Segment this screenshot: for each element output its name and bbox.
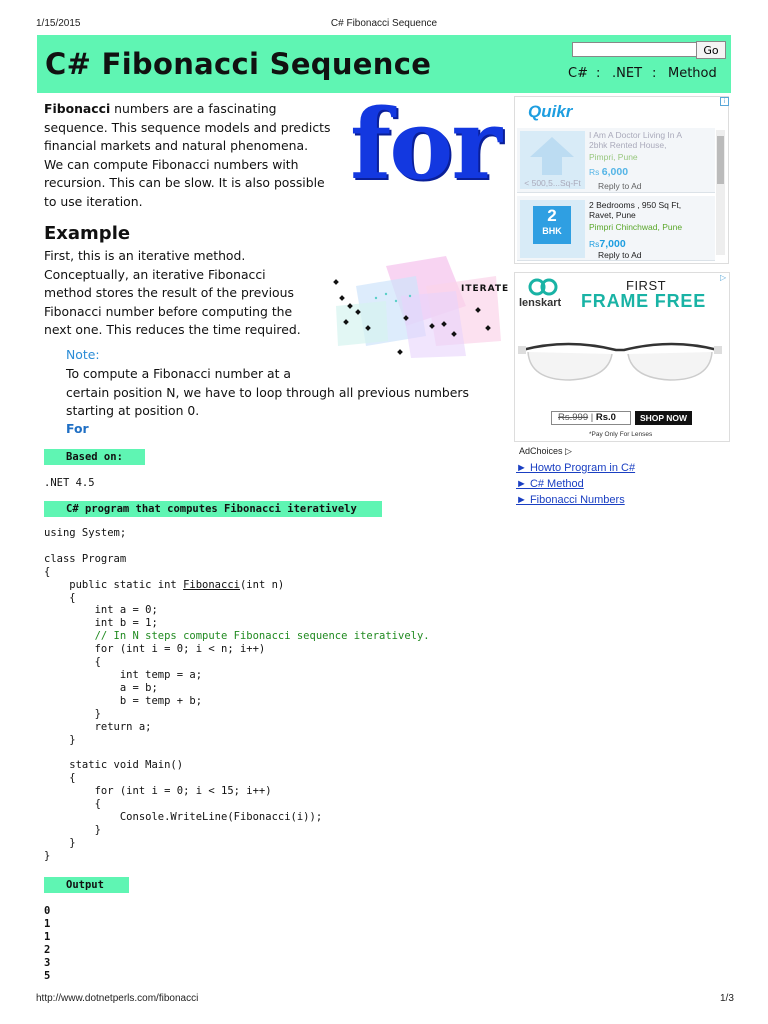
sidebar-link-fibonacci[interactable]: ► Fibonacci Numbers [516,494,625,506]
print-page-number: 1/3 [720,993,734,1004]
code-line: public static int [44,578,184,591]
note-line: certain position N, we have to loop through all previous numbers [66,384,469,400]
ad-headline: FIRST [626,278,667,293]
listing-line: 2 Bedrooms , 950 Sq Ft, [589,200,682,210]
nav-separator: : [596,66,601,81]
code-line: } [44,733,76,746]
print-date: 1/15/2015 [36,18,81,29]
bhk-badge [533,206,571,244]
output-line: 5 [44,969,51,982]
eyeglasses-icon [518,332,722,388]
bhk-number: 2 [547,206,557,225]
price-box: Rs.999 | Rs.0 [551,411,631,425]
note-label: Note: [66,347,100,362]
print-title: C# Fibonacci Sequence [330,18,438,29]
intro-line: financial markets and natural phenomena. [44,138,309,154]
ad-headline: FRAME FREE [581,291,706,311]
code-line: int a = 0; [44,604,158,617]
adchoices-icon: ▷ [565,446,572,456]
shop-now-button[interactable]: SHOP NOW [635,411,692,425]
note-line: To compute a Fibonacci number at a [66,366,291,381]
intro-line: We can compute Fibonacci numbers with [44,156,299,172]
lenskart-logo-icon [526,277,560,297]
output-line: 3 [44,956,51,969]
lenskart-brand: lenskart [519,297,562,309]
example-line: method stores the result of the previous [44,285,294,301]
code-line: } [44,836,76,849]
listing-location: Pimpri, Pune [589,152,638,162]
intro-line: recursion. This can be slow. It is also possible [44,175,325,191]
code-comment: // In N steps compute Fibonacci sequence iteratively. [44,630,430,643]
iterate-illustration [326,246,512,366]
listing-line: 2bhk Rented House, [589,140,667,150]
code-line: a = b; [44,681,158,694]
intro-line: to use iteration. [44,193,143,209]
fine-print: *Pay Only For Lenses [589,431,653,438]
reply-link[interactable]: Reply to Ad [598,181,642,191]
old-price: Rs.999 [558,412,589,423]
output-block [44,905,50,982]
price-prefix: Rs [589,167,600,177]
code-line: { [44,565,51,578]
intro-line: sequence. This sequence models and predicts [44,119,331,135]
code-function-name: Fibonacci [183,578,240,591]
for-keyword-graphic: for [350,88,500,201]
code-line: class Program [44,552,127,565]
code-line: } [44,823,101,836]
based-on-label: Based on: [44,449,145,465]
price-value: 7,000 [599,238,626,250]
listing-line: Ravet, Pune [589,210,636,220]
code-line: b = temp + b; [44,694,203,707]
code-line: using System; [44,527,127,539]
code-line: { [44,656,101,669]
adchoices-triangle-icon[interactable]: ▷ [720,273,727,282]
quikr-logo: Quikr [528,102,573,121]
intro-bold-word: Fibonacci [44,101,111,116]
price-value: 6,000 [601,166,629,178]
output-line: 0 [44,905,51,917]
intro-paragraph [44,100,330,212]
listing-area: < 500,5...Sq-Ft [524,178,581,188]
code-line: for (int i = 0; i < n; i++) [44,643,266,656]
code-line: static void Main() [44,759,184,772]
for-link[interactable]: For [66,421,89,436]
sidebar-link-method[interactable]: ► C# Method [516,478,584,490]
code-line: (int n) [239,578,285,591]
code-line: return a; [44,720,152,733]
example-line: next one. This reduces the time required. [44,322,301,338]
bhk-text: BHK [542,226,562,236]
example-line: Conceptually, an iterative Fibonacci [44,266,266,282]
iterate-label: ITERATE [461,284,510,294]
example-line: First, this is an iterative method. [44,248,246,263]
listing-line: I Am A Doctor Living In A [589,130,683,140]
example-heading: Example [44,223,131,244]
go-button[interactable]: Go [696,41,726,59]
reply-link[interactable]: Reply to Ad [598,250,642,260]
example-line: Fibonacci number before computing the [44,303,293,319]
sidebar-link-howto[interactable]: ► Howto Program in C# [516,462,636,474]
nav-link-csharp[interactable]: C# [568,66,588,81]
print-url: http://www.dotnetperls.com/fibonacci [36,993,199,1004]
listing-price [589,238,626,250]
page-title: C# Fibonacci Sequence [45,47,432,81]
ad-info-icon[interactable]: i [720,97,729,106]
output-line: 1 [44,917,51,930]
program-label: C# program that computes Fibonacci iteratively [44,501,382,517]
code-line: } [44,707,101,720]
price-prefix: Rs [589,239,600,249]
code-line: for (int i = 0; i < 15; i++) [44,785,272,798]
code-block [44,527,430,863]
code-line: { [44,591,76,604]
code-line: Console.WriteLine(Fibonacci(i)); [44,810,323,823]
output-label: Output [44,877,129,893]
listing-price [589,166,628,178]
adchoices-link[interactable] [519,446,572,457]
intro-line: numbers are a fascinating [110,101,277,116]
adchoices-text: AdChoices [519,446,563,456]
example-paragraph [44,247,301,340]
code-line: } [44,849,51,862]
code-line: int temp = a; [44,668,203,681]
new-price: Rs.0 [595,412,616,423]
output-line: 1 [44,930,51,943]
note-paragraph [66,365,469,421]
note-line: starting at position 0. [66,403,200,419]
code-line: { [44,798,101,811]
output-line: 2 [44,943,51,956]
code-line: { [44,772,76,785]
ad-scrollbar-thumb[interactable] [717,136,724,184]
nav-separator: : [652,66,657,81]
code-line: int b = 1; [44,617,158,630]
listing-location: Pimpri Chinchwad, Pune [589,222,683,232]
based-on-value: .NET 4.5 [44,477,95,489]
nav-link-method[interactable]: Method [668,66,717,81]
search-input[interactable] [572,42,710,57]
nav-link-dotnet[interactable]: .NET [612,66,643,81]
